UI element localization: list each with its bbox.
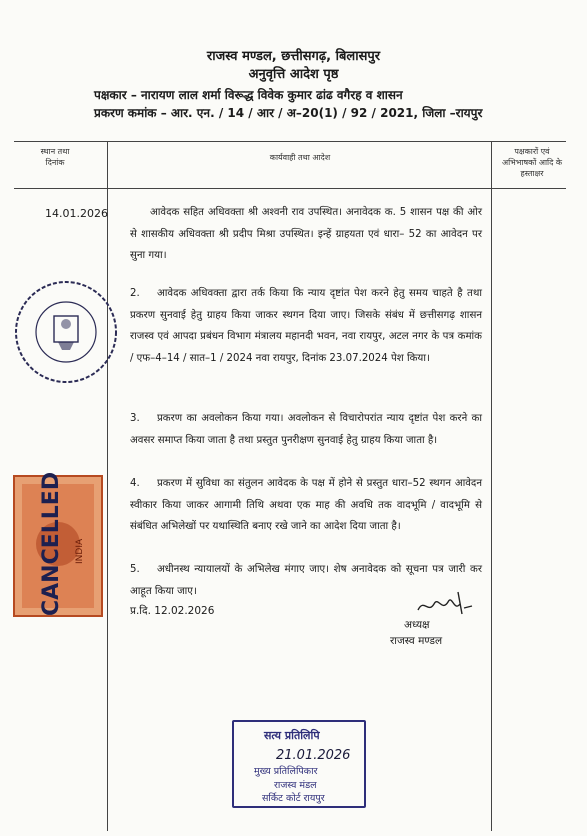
sheet-title: अनुवृत्ति आदेश पृष्ठ: [248, 67, 339, 82]
certified-copy-stamp: [232, 720, 366, 808]
presiding-signature: [414, 588, 474, 618]
order-para-5: 5. अधीनस्थ न्यायालयों के अभिलेख मंगाए जाए। शेष अनावेदक को सूचना पत्र जारी कर आहूत किया जाए।: [130, 564, 482, 597]
court-heading: राजस्व मण्डल, छत्तीसगढ़, बिलासपुर: [206, 49, 381, 64]
cancelled-text: CANCELLED: [39, 471, 64, 616]
cancelled-overprint: [30, 430, 68, 620]
cert-court: सर्किट कोर्ट रायपुर: [262, 793, 325, 804]
order-para-1: आवेदक सहित अधिवक्ता श्री अश्वनी राव उपस्थित। अनावेदक क. 5 शासन पक्ष की ओर से शासकीय अधिवक्ता श्री प्रदीप मिश्रा उपस्थित। इन्हें ग्राहयता एवं धारा– 52 का आवेदन पर सुना गया।: [130, 207, 482, 261]
col-proceedings-header: कार्यवाही तथा आदेश: [269, 153, 331, 162]
order-para-4: 4. प्रकरण में सुविधा का संतुलन आवेदक के पक्ष में होने से प्रस्तुत धारा–52 स्थगन आवेदन स्वीकार किया जाकर आगामी तिथि अथवा एक माह की अवधि तक वादभूमि / वादभूमि से संबंधित अभिलेखों पर यथास्थिति बनाए रखे जाने का आदेश दिया जाता है।: [130, 478, 482, 532]
presiding-office: राजस्व मण्डल: [390, 635, 443, 647]
cert-title: सत्य प्रतिलिपि: [264, 729, 320, 742]
hearing-date: 14.01.2026: [45, 207, 108, 220]
parties-line: पक्षकार – नारायण लाल शर्मा विरूद्ध विवेक कुमार ढांढ वगैरह व शासन: [94, 88, 403, 102]
column-divider-2: [491, 141, 492, 831]
court-seal: [12, 278, 120, 386]
col-place-date-header: स्थान तथा दिनांक: [40, 147, 70, 167]
table-top-rule: [14, 141, 566, 142]
order-para-2: 2. आवेदक अधिवक्ता द्वारा तर्क किया कि न्याय दृष्टांत पेश करने हेतु समय चाहते है तथा प्रकरण सुनवाई हेतु ग्राहय किया जाकर स्थगन दिया जाए। जिसके संबंध में छत्तीसगढ़ शासन राजस्व एवं आपदा प्रबंधन विभाग मंत्रालय महानदी भवन, नवा रायपुर, अटल नगर के पत्र कमांक / एफ–4–14 / सात–1 / 2024 नवा रायपुर, दिनांक 23.07.2024 पेश किया।: [130, 288, 482, 364]
cert-office: राजस्व मंडल: [274, 780, 317, 791]
revenue-stamp-label: INDIA: [75, 538, 85, 564]
order-para-3: 3. प्रकरण का अवलोकन किया गया। अवलोकन से विचारोपरांत न्याय दृष्टांत पेश करने का अवसर समाप्त किया जाता है तथा प्रस्तुत पुनरीक्षण सुनवाई हेतु ग्राहय किया जाता है।: [130, 413, 482, 446]
column-divider-1: [107, 141, 108, 831]
cert-officer: मुख्य प्रतिलिपिकार: [254, 766, 318, 777]
case-number-line: प्रकरण कमांक – आर. एन. / 14 / आर / अ–20(1) / 92 / 2021, जिला –रायपुर: [94, 106, 483, 120]
table-header-rule: [14, 188, 566, 189]
col-signatures-header: पक्षकारों एवं अभिभाषकों आदि के हस्ताक्षर: [501, 147, 563, 178]
next-date: प्र.दि. 12.02.2026: [130, 605, 215, 617]
cert-date: 21.01.2026: [276, 748, 351, 763]
presiding-title: अध्यक्ष: [404, 619, 430, 631]
